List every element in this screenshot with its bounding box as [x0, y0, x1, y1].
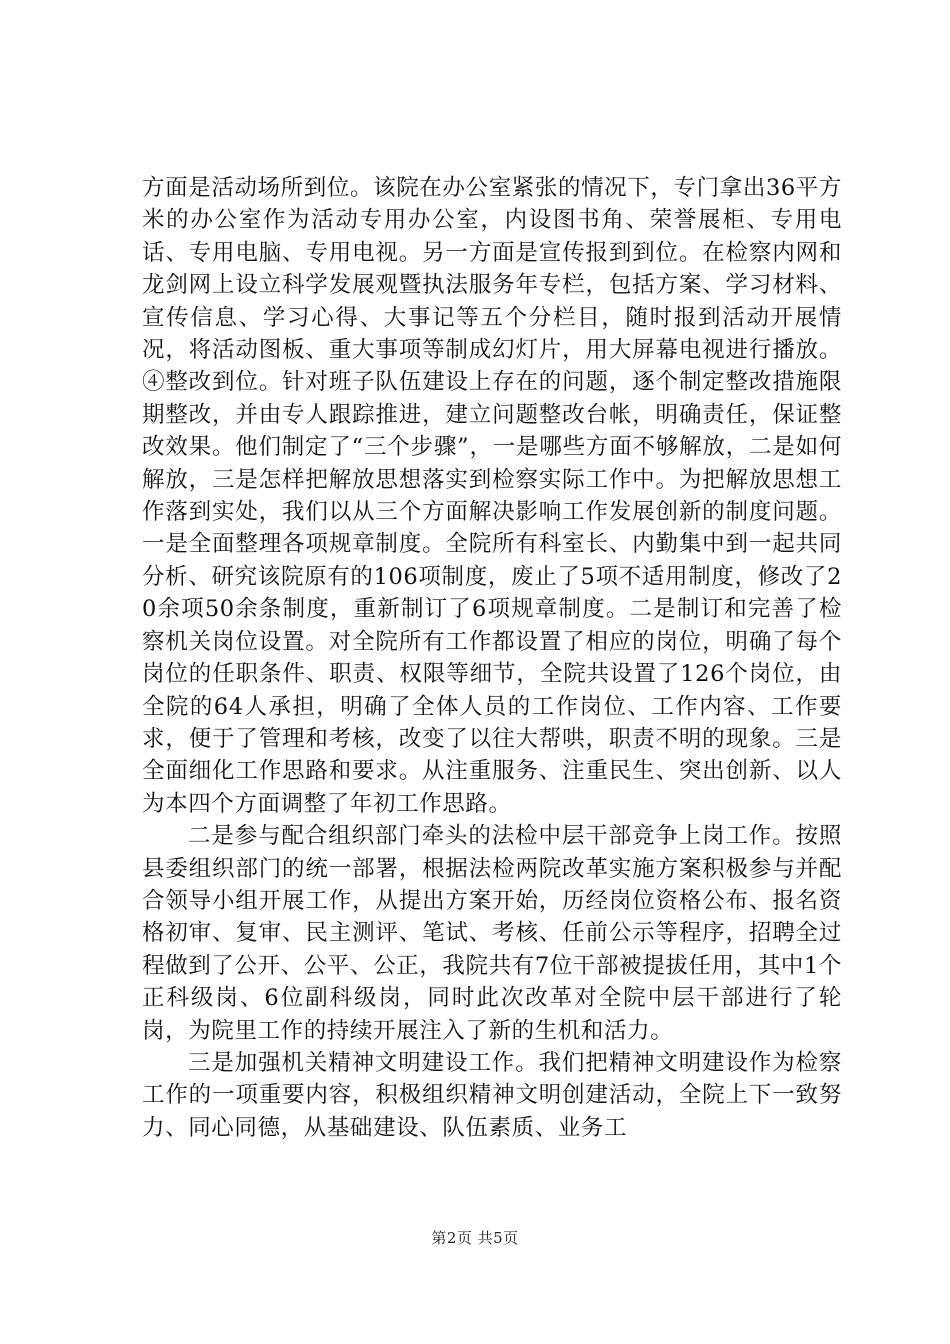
- paragraph-3: 三是加强机关精神文明建设工作。我们把精神文明建设作为检察工作的一项重要内容，积极组织精神文明创建活动，全院上下一致努力、同心同德，从基础建设、队伍素质、业务工: [142, 1049, 842, 1141]
- paragraph-1: 方面是活动场所到位。该院在办公室紧张的情况下，专门拿出36平方米的办公室作为活动专用办公室，内设图书角、荣誉展柜、专用电话、专用电脑、专用电视。另一方面是宣传报到到位。在检察内网和龙剑网上设立科学发展观暨执法服务年专栏，包括方案、学习材料、宣传信息、学习心得、大事记等五个分栏目，随时报到活动开展情况，将活动图板、重大事项等制成幻灯片，用大屏幕电视进行播放。④整改到位。针对班子队伍建设上存在的问题，逐个制定整改措施限期整改，并由专人跟踪推进，建立问题整改台帐，明确责任，保证整改效果。他们制定了“三个步骤”，一是哪些方面不够解放，二是如何解放，三是怎样把解放思想落实到检察实际工作中。为把解放思想工作落到实处，我们以从三个方面解决影响工作发展创新的制度问题。一是全面整理各项规章制度。全院所有科室长、内勤集中到一起共同分析、研究该院原有的106项制度，废止了5项不适用制度，修改了20余项50余条制度，重新制订了6项规章制度。二是制订和完善了检察机关岗位设置。对全院所有工作都设置了相应的岗位，明确了每个岗位的任职条件、职责、权限等细节，全院共设置了126个岗位，由全院的64人承担，明确了全体人员的工作岗位、工作内容、工作要求，便于了管理和考核，改变了以往大帮哄，职责不明的现象。三是全面细化工作思路和要求。从注重服务、注重民生、突出创新、以人为本四个方面调整了年初工作思路。: [142, 175, 842, 817]
- paragraph-2: 二是参与配合组织部门牵头的法检中层干部竞争上岗工作。按照县委组织部门的统一部署，根据法检两院改革实施方案积极参与并配合领导小组开展工作，从提出方案开始，历经岗位资格公布、报名资格初审、复审、民主测评、笔试、考核、任前公示等程序，招聘全过程做到了公开、公平、公正，我院共有7位干部被提拔任用，其中1个正科级岗、6位副科级岗，同时此次改革对全院中层干部进行了轮岗，为院里工作的持续开展注入了新的生机和活力。: [142, 823, 842, 1044]
- body-text: [142, 172, 842, 1144]
- page-footer: 第2页 共5页: [431, 1229, 519, 1247]
